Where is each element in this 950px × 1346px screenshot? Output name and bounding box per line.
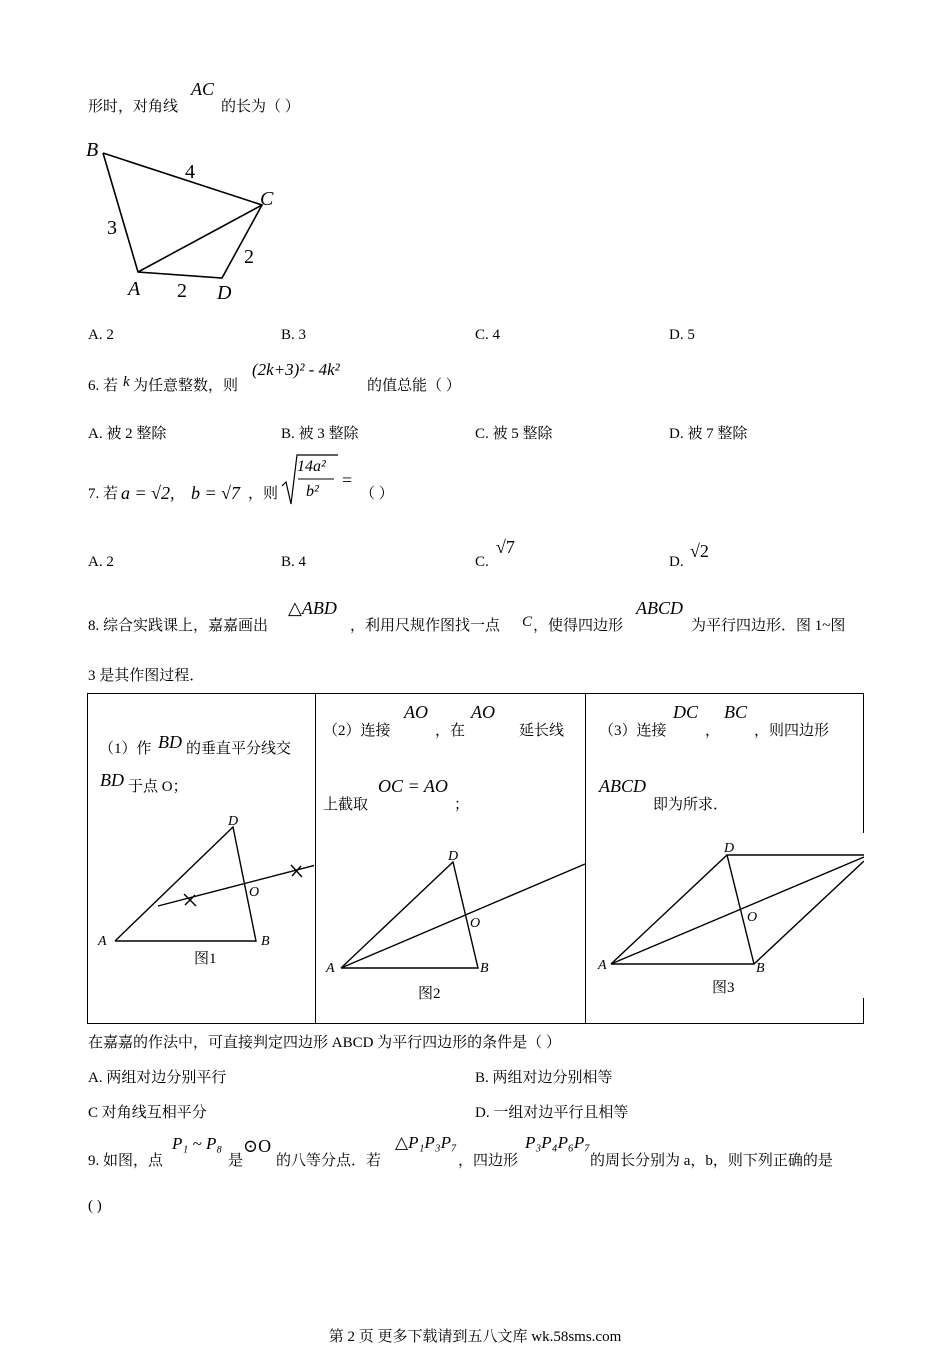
q7-option-c: C. <box>475 554 489 570</box>
q8-step2-eq: OC = AO <box>378 776 448 796</box>
fig1-caption: 图1 <box>194 951 217 967</box>
fig2-label-A: A <box>326 961 335 976</box>
fig2-caption: 图2 <box>418 986 441 1002</box>
q7-equals: = <box>342 470 353 490</box>
q7-option-c-value: √7 <box>496 537 515 557</box>
q8-step3-dc: DC <box>673 702 699 722</box>
fig2-triangle <box>341 862 481 968</box>
q8-step3-comma: ， <box>705 723 721 739</box>
fig3-caption: 图3 <box>712 980 735 996</box>
q8-step3-abcd: ABCD <box>599 776 646 796</box>
q5-label-C: C <box>260 188 274 210</box>
q8-suffix: 为平行四边形．图 1~图 <box>691 618 846 634</box>
q5-option-d: D. 5 <box>669 327 695 343</box>
q5-option-c: C. 4 <box>475 327 501 343</box>
fig1-label-O: O <box>249 885 260 900</box>
q8-option-c: C 对角线互相平分 <box>88 1105 207 1121</box>
q7-option-d: D. <box>669 554 684 570</box>
q5-label-B: B <box>86 139 99 161</box>
q6-option-a: A. 被 2 整除 <box>88 426 167 442</box>
q8-question: 在嘉嘉的作法中，可直接判定四边形 ABCD 为平行四边形的条件是（ ） <box>88 1035 561 1051</box>
q8-figure-3 <box>586 833 864 998</box>
q5-line-suffix: 的长为（ ） <box>221 99 300 115</box>
q6-option-c: C. 被 5 整除 <box>475 426 553 442</box>
q6-option-d: D. 被 7 整除 <box>669 426 748 442</box>
q7-a-expr: a = √2, <box>121 483 175 503</box>
q8-step3-a: （3）连接 <box>599 723 667 739</box>
q8-step3-b: ，则四边形 <box>754 723 830 739</box>
fig2-label-D: D <box>448 849 459 864</box>
q9-triangle: △P₁P₃P₇ <box>395 1133 457 1152</box>
q8-option-b: B. 两组对边分别相等 <box>475 1070 613 1086</box>
q8-mid2: ，使得四边形 <box>533 618 624 634</box>
q8-step1-b: 的垂直平分线交 <box>186 741 292 757</box>
q5-label-cd: 2 <box>244 246 254 268</box>
q9-is: 是 <box>228 1153 244 1169</box>
q9-prefix: 9. 如图，点 <box>88 1153 164 1169</box>
fig1-perpendicular-bisector <box>158 865 314 906</box>
fig2-label-B: B <box>480 961 489 976</box>
q8-step3-c: 即为所求． <box>653 797 729 813</box>
q7-radicand-numerator: 14a² <box>297 458 326 475</box>
q6-k: k <box>123 374 130 390</box>
q6-suffix: 的值总能（ ） <box>367 378 461 394</box>
q5-option-b: B. 3 <box>281 327 307 343</box>
q8-step1-a: （1）作 <box>99 741 152 757</box>
q6-prefix: 6. 若 <box>88 378 119 394</box>
q9-mid: 的八等分点．若 <box>276 1153 382 1169</box>
q8-c: C <box>522 614 533 630</box>
q8-option-d: D. 一组对边平行且相等 <box>475 1105 629 1121</box>
q7-prefix: 7. 若 <box>88 486 119 502</box>
fig3-label-A: A <box>598 958 607 973</box>
fig3-label-B: B <box>756 961 765 976</box>
fig3-label-D: D <box>724 841 735 856</box>
q8-step1-bd: BD <box>158 732 182 752</box>
q5-label-A: A <box>128 278 141 300</box>
q6-option-b: B. 被 3 整除 <box>281 426 359 442</box>
q8-option-a: A. 两组对边分别平行 <box>88 1070 227 1086</box>
q8-step1-bd2: BD <box>100 770 124 790</box>
q9-mid2: ，四边形 <box>458 1153 519 1169</box>
fig2-label-O: O <box>470 916 481 931</box>
q5-label-bc: 4 <box>185 161 195 183</box>
q8-step2-e: ； <box>454 797 470 813</box>
q6-expression: (2k+3)² - 4k² <box>252 360 340 379</box>
q8-step2-d: 上截取 <box>323 797 369 813</box>
q5-label-ad: 2 <box>177 280 187 302</box>
q7-option-d-value: √2 <box>690 541 709 561</box>
q8-mid1: ，利用尺规作图找一点 <box>350 618 501 634</box>
q8-prefix: 8. 综合实践课上，嘉嘉画出 <box>88 618 269 634</box>
q7-b-expr: b = √7 <box>191 483 241 503</box>
q9-circle-o: ⊙O <box>243 1136 272 1156</box>
q7-mid: ，则 <box>248 486 279 502</box>
q9-points-range: P₁ ~ P₈ <box>172 1134 223 1153</box>
q8-line2: 3 是其作图过程． <box>88 668 205 684</box>
q9-line2: ( ) <box>88 1198 102 1214</box>
fig3-label-O: O <box>747 910 758 925</box>
q9-quadrilateral: P₃P₄P₆P₇ <box>525 1133 591 1152</box>
q8-step2-b: ，在 <box>435 723 466 739</box>
q7-option-b: B. 4 <box>281 554 307 570</box>
q8-triangle-abd: △ABD <box>288 598 337 618</box>
q7-option-a: A. 2 <box>88 554 114 570</box>
fig1-label-A: A <box>98 934 107 949</box>
q9-suffix: 的周长分别为 a，b，则下列正确的是 <box>590 1153 833 1169</box>
q7-suffix: （ ） <box>360 486 394 502</box>
q6-mid: 为任意整数，则 <box>133 378 239 394</box>
q8-step2-ao: AO <box>404 702 428 722</box>
fig1-label-B: B <box>261 934 270 949</box>
q8-step3-bc: BC <box>724 702 748 722</box>
q7-radicand-denominator: b² <box>306 483 319 500</box>
q5-quadrilateral-figure <box>80 135 290 310</box>
page-footer: 第 2 页 更多下载请到五八文库 wk.58sms.com <box>328 1329 622 1345</box>
fig1-triangle <box>115 827 256 941</box>
q8-figure-2 <box>316 840 585 1005</box>
fig1-label-D: D <box>228 814 239 829</box>
q8-step2-c: 延长线 <box>519 723 565 739</box>
q5-label-ab: 3 <box>107 217 117 239</box>
q8-step1-c: 于点 O； <box>128 779 188 795</box>
q8-figure-1 <box>90 808 314 968</box>
q5-quad-outline <box>103 153 262 278</box>
q5-ac-symbol: AC <box>191 79 215 99</box>
q8-step2-ao2: AO <box>471 702 495 722</box>
q8-abcd: ABCD <box>636 598 683 618</box>
q5-option-a: A. 2 <box>88 327 114 343</box>
q5-label-D: D <box>217 282 232 304</box>
q5-line-prefix: 形时，对角线 <box>88 99 179 115</box>
q8-step2-a: （2）连接 <box>323 723 391 739</box>
fig2-line-ao-extended <box>341 864 585 968</box>
